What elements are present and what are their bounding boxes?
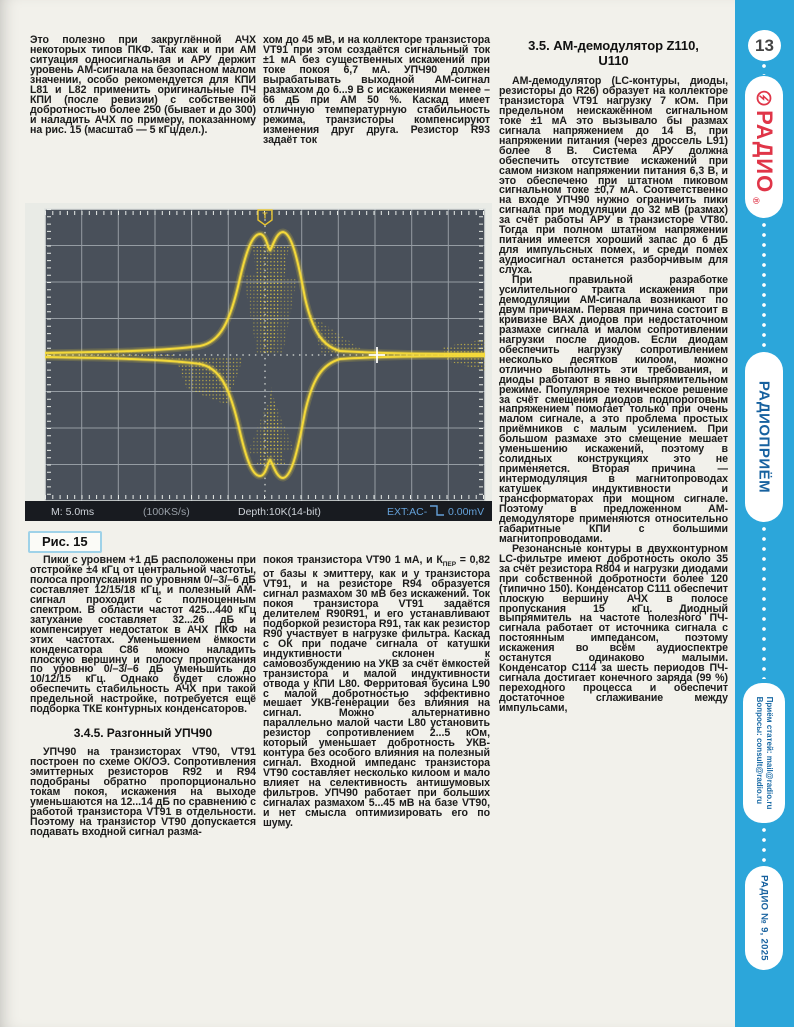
section-heading: [499, 38, 728, 68]
status-depth: Depth:10K(14-bit): [238, 506, 321, 518]
column-1-bottom: [30, 556, 256, 838]
paragraph: При правильной разработке усилительного тракта искажения при демодуляции АМ-сигнала возникают по двум причинам. Первая причина состоит в кривизне ВАХ диодов при недостаточном размахе сигнала и малом сопротивлении нагрузки после диодов. Если диодам обеспечить нагрузку сопротивлением несколько десятков килоом, можно отлично выполнять эти требования, и диоды работают в явно выпрямительном режиме. Популярное техническое решение за счёт смещения диодов подпороговым напряжением помогает только при очень малом сигнале, а это проблема простых приёмников с малым усилением. При большом размахе это смещение мешает уменьшению искажений, поэтому в солидных конструкциях это не применяется. Вторая причина — интермодуляция в магнитопроводах катушек индуктивности и трансформаторах при мощном сигнале. Поэтому в предложенном АМ-демодуляторе применяются относительно габаритные КПИ с большими магнитопроводами.: [499, 274, 728, 545]
paragraph: УПЧ90 на транзисторах VT90, VT91 построен по схеме ОК/ОЭ. Сопротивления эмиттерных резисторов R92 и R94 подобраны обратно пропорционально токам покоя, искажения на выходе уменьшаются на 12...14 дБ по сравнению с работой транзистора VT91 в отдельности. Поэтому на транзистор VT90 допускается подавать входной сигнал разма-: [30, 746, 256, 838]
column-1-top: [30, 36, 256, 136]
paragraph-text: Это полезно при закруглённой АЧХ некоторых типов ПКФ. Так как и при АМ ситуация односигнальная и АРУ держит уровень АМ-сигнала на безопасном малом значении, особо рекомендуется для КПИ L81 и L82 применить оригинальные ПЧ КПИ (после ревизии) с собственной добротностью более 250 (бывает и до 300) и наладить АЧХ по примеру, показанному на: [30, 34, 256, 136]
paragraph: Пики с уровнем +1 дБ расположены при отстройке ±4 кГц от центральной частоты, полоса пропускания по уровням 0/–3/–6 дБ составляет 12/15/18 кГц, и полезный АМ-сигнал проходит с полноценным спектром. В области частот 425...440 кГц затухание составляет 32...26 дБ и компенсирует недостаток в АЧХ ПКФ на этих частотах. Уменьшением ёмкости конденсатора С86 можно наладить плоскую вершину и полосу пропускания по уровню 0/–3/–6 дБ уменьшить до 10/12/15 кГц. Однако будет сложно обеспечить стабильность АЧХ при такой предельной настройке, потребуется ещё подборка ТКЕ контурных конденсаторов.: [30, 554, 256, 716]
paragraph: АМ-демодулятор (LC-контуры, диоды, резисторы до R26) образует на коллекторе транзистора VT91 нагрузку 7 кОм. При предельном неискажённом сигнальном токе ±1 мА это вызывало бы размах сигнала напряжением до 14 В, при напряжении питания (через дроссель L91) более 8 В. Система АРУ должна обеспечить отсутствие искажений при самом низком напряжении питания 6,3 В, и это обеспечено при штатном пиковом сигнальном токе ±0,7 мА. Соответственно на входе УПЧ90 нужно ограничить пики сигнала при модуляции до 32 мВ (размах) за счёт работы АРУ в транзисторе VT80. Тогда при полном штатном напряжении питания имеется хороший запас до 6 дБ для импульсных помех, и среди помех аудиосигнал останется разборчивым для слуха.: [499, 75, 728, 277]
paragraph-text: покоя транзистора VT90 1 мА, и К: [263, 554, 443, 566]
status-trigger-source: EXT:AC-: [387, 506, 428, 518]
dotted-divider: [761, 222, 767, 348]
issue-label: РАДИО № 9, 2025: [758, 875, 770, 961]
section-heading: 3.4.5. Разгонный УПЧ90: [73, 726, 213, 741]
subscript-text: ПЕР: [442, 561, 456, 569]
dotted-divider: [761, 526, 767, 679]
dotted-divider: [761, 827, 767, 863]
contact-line-questions: Вопросы: consult@radio.ru: [755, 696, 764, 804]
status-trigger-level: 0.00mV: [448, 506, 485, 518]
issue-tab: [745, 866, 783, 970]
radio-logo: [745, 76, 783, 218]
paragraph: Резонансные контуры в двухконтурном LC-фильтре имеют добротность около 35 за счёт резистора R804 и нагрузки диодами при собственной добротности более 120 (типично 150). Конденсатор С111 обеспечит плоскую вершину АЧХ в полосе пропускания 15 кГц. Диодный выпрямитель на частоте полезного ПЧ-сигнала работает от источника сигнала с постоянным импедансом, поэтому искажения во всём аудиоспектре останутся одинаково малыми. Конденсатор С114 за шесть периодов ПЧ-сигнала достигает конечного заряда (99 %) переходного процесса и обеспечит достаточное сглаживание между импульсами,: [499, 542, 728, 715]
figure-caption: Рис. 15: [28, 531, 102, 553]
radio-logo-emblem-icon: [756, 90, 772, 106]
status-samplerate: (100KS/s): [143, 506, 190, 518]
contact-tab: [743, 683, 785, 823]
svg-text:T: T: [262, 210, 268, 221]
column-3: [499, 36, 728, 1014]
column-2-top: [263, 36, 490, 145]
oscilloscope-figure: [25, 203, 492, 523]
paragraph-text: = 0,82 от базы к эмиттеру, как и у транзистора VT91, и на резисторе R94 образуется сигнал размахом 30 мВ без искажений. Ток покоя транзистора VT91 задаётся делителем R90R91, и его устанавливают подборкой резистора R91, так как резистор R90 участвует в нагрузке фильтра. Каскад с ОК при подаче сигнала от катушки индуктивности склонен к самовозбуждению на УКВ за счёт ёмкостей транзистора и малой индуктивности отвода у КПИ L80. Ферритовая бусина L90 с малой добротностью эффективно мешает УКВ-генерации без влияния на сигнал. Можно альтернативно параллельно малой части L80 установить резистор сопротивлением 2...5 кОм, который уменьшает добротность УКВ-контура без особого влияния на полезный сигнал. Входной импеданс транзистора VT90 составляет несколько килоом и мало влияет на селективность антишумовых фильтров. УПЧ90 работает при больших сигналах размахом 5...45 мВ на базе VT90, и нет смысла оптимизировать его по шуму.: [263, 554, 491, 829]
section-tab-label: РАДИОПРИЁМ: [755, 380, 773, 494]
paragraph-text: (масштаб — 5 кГц/дел.).: [81, 123, 208, 136]
figure-reference: рис. 15: [45, 123, 82, 136]
radio-logo-text: РАДИО: [752, 110, 777, 194]
paragraph: хом до 45 мВ, и на коллекторе транзистора VT91 при этом создаётся сигнальный ток ±1 мА без существенных искажений при токе покоя 6,7 мА. УПЧ90 должен вырабатывать выходной АМ-сигнал размахом до 6...9 В с искажениями менее –66 дБ при АМ 50 %. Каскад имеет отличную температурную стабильность режима, транзисторы компенсируют изменения друг друга. Резистор R93 задаёт ток: [263, 34, 490, 146]
registered-mark: ®: [751, 197, 761, 204]
contact-line-submissions: Приём статей: mail@radio.ru: [765, 696, 774, 810]
status-timebase: M: 5.0ms: [51, 506, 95, 518]
oscilloscope-screenshot: [25, 203, 492, 523]
section-tab: [745, 352, 783, 522]
dotted-divider: [761, 63, 767, 75]
column-2-bottom: [263, 556, 490, 829]
heading-line: U110: [598, 53, 629, 68]
page-number-badge: 13: [748, 30, 781, 61]
paragraph: [30, 36, 256, 136]
heading-line: 3.5. АМ-демодулятор Z110,: [528, 38, 699, 53]
paragraph: [263, 556, 490, 829]
sidebar: [735, 0, 794, 1027]
